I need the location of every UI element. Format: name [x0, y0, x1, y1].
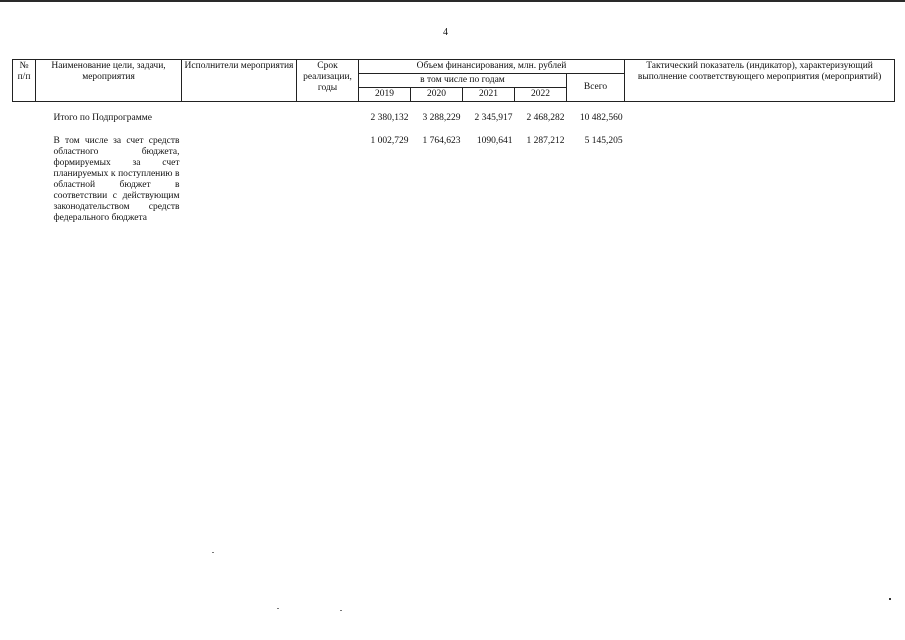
row-value: 1090,641: [476, 136, 513, 146]
table-row: [13, 102, 895, 125]
header-executors: Исполнители мероприятия: [182, 60, 297, 102]
header-total: Всего: [567, 74, 625, 102]
scan-speck: [212, 552, 214, 553]
header-year: 2020: [411, 88, 463, 102]
row-total: 10 482,560: [579, 113, 623, 123]
header-num: № п/п: [13, 60, 36, 102]
header-funding: Объем финансирования, млн. рублей: [359, 60, 625, 74]
row-value: 2 345,917: [474, 113, 513, 123]
row-value: 1 002,729: [370, 136, 409, 146]
header-term: Срок реализации, годы: [297, 60, 359, 102]
row-total: 5 145,205: [584, 136, 623, 146]
row-value: 2 380,132: [370, 113, 409, 123]
scan-speck: [277, 608, 279, 609]
page-number: 4: [443, 27, 448, 38]
page-top-border: [0, 0, 905, 2]
row-value: 1 287,212: [526, 136, 565, 146]
row-indicator: [625, 124, 895, 224]
header-year: 2019: [359, 88, 411, 102]
row-value: 2 468,282: [526, 113, 565, 123]
row-label: В том числе за счет средств областного бюджета, формируемых за счет планируемых к поступлению в областной бюджет в соответствии с действующим законодательством средств федерального бюджета: [53, 136, 180, 223]
row-value: 1 764,623: [422, 136, 461, 146]
header-by-years: в том числе по годам: [359, 74, 567, 88]
scan-speck: [889, 598, 891, 600]
scan-speck: [340, 610, 342, 611]
row-num: [13, 124, 36, 224]
header-year: 2021: [463, 88, 515, 102]
row-num: [13, 102, 36, 125]
funding-table: [12, 59, 895, 224]
header-year: 2022: [515, 88, 567, 102]
row-indicator: [625, 102, 895, 125]
row-label: Итого по Подпрограмме: [53, 113, 152, 123]
header-indicator: Тактический показатель (индикатор), характеризующий выполнение соответствующего мероприятия (мероприятий): [625, 60, 895, 102]
header-name: Наименование цели, задачи, мероприятия: [36, 60, 182, 102]
table-row: [13, 124, 895, 224]
row-term: [297, 124, 359, 224]
row-value: 3 288,229: [422, 113, 461, 123]
row-executors: [182, 124, 297, 224]
